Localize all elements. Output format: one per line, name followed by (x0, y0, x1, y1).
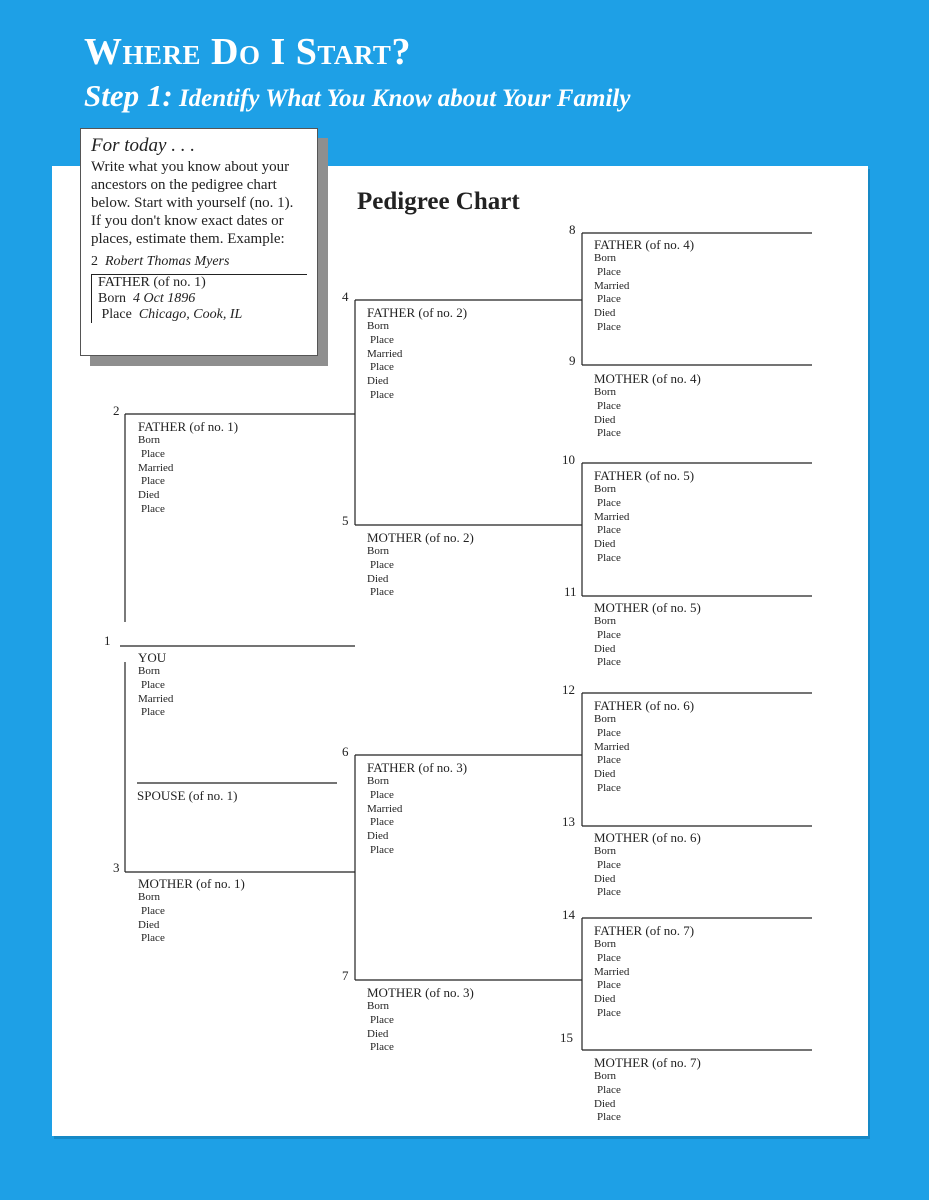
person-7-field: Place (370, 1013, 394, 1026)
person-13-field: Died (594, 872, 616, 885)
person-number-4: 4 (342, 289, 349, 304)
person-number-11: 11 (564, 584, 577, 599)
person-5-label: MOTHER (of no. 2) (367, 530, 474, 545)
person-number-5: 5 (342, 513, 349, 528)
person-1-field: Born (138, 665, 160, 677)
person-15-field: Died (594, 1097, 616, 1110)
person-15-field: Born (594, 1070, 616, 1082)
example-born-label: Born (98, 291, 126, 306)
spouse-label: SPOUSE (of no. 1) (137, 788, 238, 803)
person-12-field: Place (597, 781, 621, 794)
person-number-7: 7 (342, 968, 349, 983)
step-text: Identify What You Know about Your Family (178, 85, 631, 112)
example-place-value: Chicago, Cook, IL (138, 307, 243, 322)
person-14-block (594, 924, 694, 1021)
person-8-field: Place (597, 293, 621, 306)
person-5-field: Place (370, 558, 394, 571)
person-8-field: Died (594, 307, 616, 320)
person-7-label: MOTHER (of no. 3) (367, 985, 474, 1000)
person-2-field: Born (138, 434, 160, 446)
person-3-block (138, 877, 245, 946)
person-7-block (367, 986, 474, 1055)
person-11-field: Place (597, 656, 621, 669)
person-number-1: 1 (104, 633, 111, 648)
person-4-field: Place (370, 361, 394, 374)
person-2-label: FATHER (of no. 1) (138, 419, 239, 434)
callout-body: Write what you know about your ancestors on the pedigree chart below. Start with yourself (no. 1). If you don't know exact dates or places, estimate them. Example: (91, 159, 294, 247)
person-10-field: Married (594, 510, 630, 523)
person-9-label: MOTHER (of no. 4) (594, 371, 701, 386)
person-14-field: Died (594, 993, 616, 1006)
person-3-field: Place (141, 904, 165, 917)
person-6-field: Place (370, 788, 394, 801)
person-15-label: MOTHER (of no. 7) (594, 1055, 701, 1070)
person-10-field: Place (597, 496, 621, 509)
person-12-field: Place (597, 726, 621, 739)
person-15-field: Place (597, 1111, 621, 1124)
person-2-field: Married (138, 461, 174, 474)
person-11-block (594, 601, 701, 670)
person-number-14: 14 (562, 907, 575, 922)
person-3-field: Place (141, 932, 165, 945)
person-4-label: FATHER (of no. 2) (367, 305, 468, 320)
step-label: Step 1: (84, 78, 173, 113)
person-4-field: Died (367, 375, 389, 388)
person-14-field: Place (597, 1006, 621, 1019)
person-6-field: Place (370, 816, 394, 829)
person-14-field: Place (597, 951, 621, 964)
person-11-field: Died (594, 642, 616, 655)
person-13-block (594, 831, 701, 900)
person-12-label: FATHER (of no. 6) (594, 698, 695, 713)
person-14-field: Place (597, 979, 621, 992)
example-header (91, 254, 307, 270)
person-4-field: Born (367, 320, 389, 332)
person-7-field: Died (367, 1027, 389, 1040)
person-number-13: 13 (562, 814, 575, 829)
person-5-field: Place (370, 586, 394, 599)
person-12-block (594, 699, 694, 796)
person-3-field: Died (138, 918, 160, 931)
person-2-field: Place (141, 502, 165, 515)
person-4-field: Married (367, 347, 403, 360)
person-8-field: Place (597, 320, 621, 333)
person-number-10: 10 (562, 452, 575, 467)
person-number-6: 6 (342, 744, 349, 759)
example-born-value: 4 Oct 1896 (133, 291, 196, 306)
person-14-field: Married (594, 965, 630, 978)
person-15-block (594, 1056, 701, 1125)
for-today-callout (80, 128, 318, 356)
example-box (91, 274, 307, 323)
person-7-field: Born (367, 1000, 389, 1012)
person-number-2: 2 (113, 403, 120, 418)
person-10-field: Born (594, 483, 616, 495)
spouse-block (137, 789, 237, 803)
person-10-label: FATHER (of no. 5) (594, 468, 695, 483)
person-9-block (594, 372, 701, 441)
person-12-field: Married (594, 740, 630, 753)
person-9-field: Place (597, 399, 621, 412)
person-6-field: Place (370, 843, 394, 856)
page-title: Where Do I Start? (84, 31, 411, 73)
person-8-block (594, 238, 694, 335)
person-6-block (367, 761, 467, 858)
person-4-block (367, 306, 467, 403)
person-8-field: Place (597, 265, 621, 278)
person-3-label: MOTHER (of no. 1) (138, 876, 245, 891)
person-9-field: Born (594, 386, 616, 398)
person-13-field: Born (594, 845, 616, 857)
person-13-field: Place (597, 858, 621, 871)
person-11-field: Born (594, 615, 616, 627)
person-12-field: Died (594, 768, 616, 781)
example-name: Robert Thomas Myers (105, 254, 230, 269)
person-number-3: 3 (113, 860, 120, 875)
person-14-label: FATHER (of no. 7) (594, 923, 695, 938)
person-2-field: Died (138, 489, 160, 502)
person-5-field: Died (367, 572, 389, 585)
example-number: 2 (91, 254, 98, 269)
person-13-label: MOTHER (of no. 6) (594, 830, 701, 845)
person-10-field: Place (597, 524, 621, 537)
person-1-field: Married (138, 692, 174, 705)
person-1-field: Place (141, 706, 165, 719)
person-1-field: Place (141, 678, 165, 691)
person-13-field: Place (597, 886, 621, 899)
person-number-9: 9 (569, 353, 576, 368)
person-1-block (138, 651, 173, 720)
person-6-field: Died (367, 830, 389, 843)
person-9-field: Place (597, 427, 621, 440)
person-8-label: FATHER (of no. 4) (594, 237, 695, 252)
person-5-block (367, 531, 474, 600)
chart-title: Pedigree Chart (357, 188, 520, 215)
person-12-field: Born (594, 713, 616, 725)
person-number-15: 15 (560, 1030, 573, 1045)
person-9-field: Died (594, 413, 616, 426)
person-3-field: Born (138, 891, 160, 903)
person-6-field: Married (367, 802, 403, 815)
person-1-label: YOU (138, 650, 167, 665)
example-label: FATHER (of no. 1) (98, 275, 206, 290)
person-15-field: Place (597, 1083, 621, 1096)
example-place-label: Place (101, 307, 132, 322)
person-10-field: Died (594, 538, 616, 551)
person-5-field: Born (367, 545, 389, 557)
person-8-field: Married (594, 279, 630, 292)
person-2-field: Place (141, 475, 165, 488)
person-11-label: MOTHER (of no. 5) (594, 600, 701, 615)
person-2-field: Place (141, 447, 165, 460)
person-6-label: FATHER (of no. 3) (367, 760, 468, 775)
callout-heading: For today . . . (91, 135, 195, 156)
person-6-field: Born (367, 775, 389, 787)
person-number-8: 8 (569, 222, 576, 237)
person-8-field: Born (594, 252, 616, 264)
person-4-field: Place (370, 333, 394, 346)
person-12-field: Place (597, 754, 621, 767)
person-2-block (138, 420, 238, 517)
person-10-field: Place (597, 551, 621, 564)
person-number-12: 12 (562, 682, 575, 697)
person-7-field: Place (370, 1041, 394, 1054)
person-11-field: Place (597, 628, 621, 641)
person-4-field: Place (370, 388, 394, 401)
person-14-field: Born (594, 938, 616, 950)
person-10-block (594, 469, 694, 566)
